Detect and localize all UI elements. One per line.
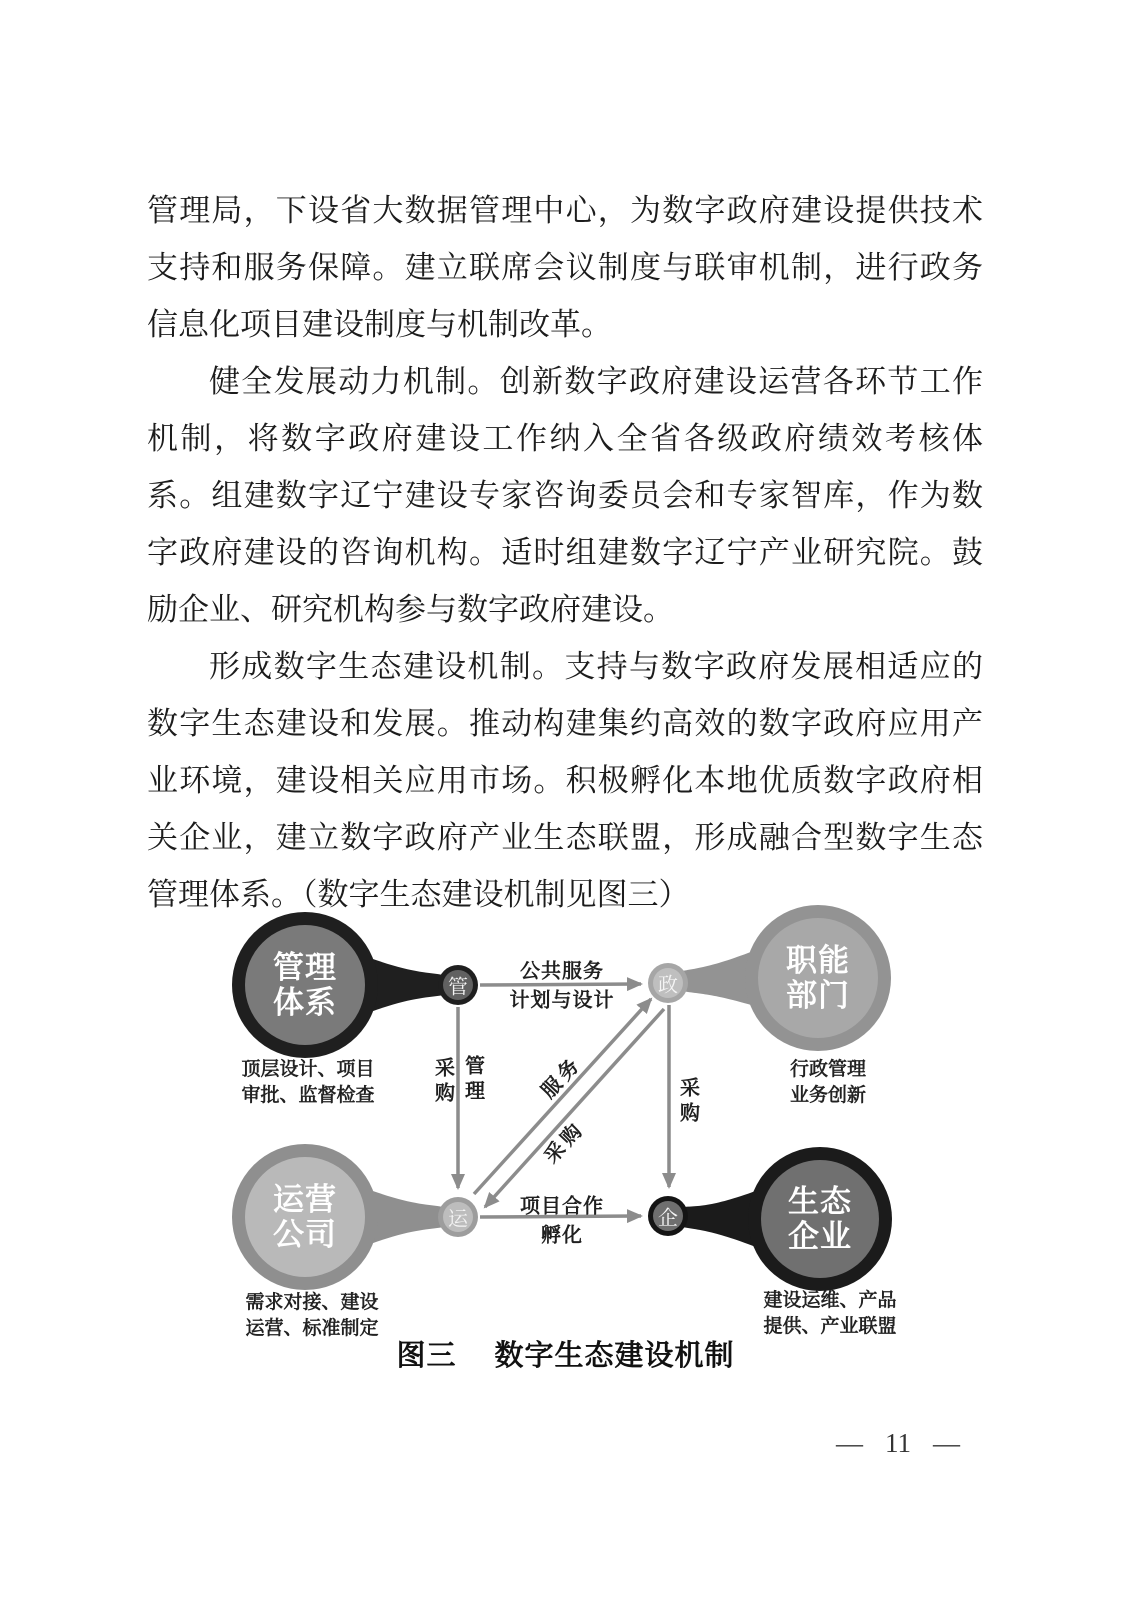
figure-caption-number: 图三	[396, 1340, 457, 1372]
edge-label-procure-diagonal: 采购	[540, 1117, 590, 1168]
edge-label-project-cooperation: 项目合作	[520, 1195, 604, 1218]
body-line: 形成数字生态建设机制。支持与数字政府发展相适应的	[209, 649, 983, 684]
arrow-gov-to-op	[485, 1009, 664, 1207]
edge-label-service-diagonal: 服务	[537, 1052, 587, 1103]
ecosystem-sublabel-line1: 建设运维、产品	[763, 1290, 897, 1311]
ecosystem-sublabel-line2: 提供、产业联盟	[763, 1316, 897, 1337]
body-line: 系。组建数字辽宁建设专家咨询委员会和专家智库，作为数	[147, 478, 983, 513]
figure-caption	[0, 1333, 1131, 1374]
edge-label-public-service: 公共服务	[520, 960, 604, 983]
body-line: 支持和服务保障。建立联席会议制度与联审机制，进行政务	[147, 250, 983, 285]
edge-label-manage: 管理	[461, 1055, 484, 1105]
management-title-line1: 管理	[273, 950, 337, 985]
functional-sublabel	[790, 1057, 866, 1109]
body-line: 数字生态建设和发展。推动构建集约高效的数字政府应用产	[147, 706, 983, 741]
ecosystem-title-line1: 生态	[788, 1184, 852, 1219]
management-node-label: 管	[448, 976, 468, 999]
functional-title-line1: 职能	[786, 943, 850, 978]
figure-caption-title: 数字生态建设机制	[494, 1340, 735, 1372]
arrow-op-to-gov	[474, 999, 651, 1194]
ecosystem-diagram	[210, 885, 955, 1340]
management-sublabel-line2: 审批、监督检查	[241, 1085, 375, 1106]
operator-sublabel-line2: 运营、标准制定	[245, 1318, 379, 1339]
body-line: 信息化项目建设制度与机制改革。	[147, 307, 612, 342]
body-line: 管理体系。（数字生态建设机制见图三）	[147, 877, 690, 912]
page-number-right-dash: —	[933, 1428, 960, 1458]
ecosystem-title	[788, 1184, 852, 1254]
page-number-left-dash: —	[836, 1428, 863, 1458]
management-title	[273, 950, 337, 1020]
body-line: 健全发展动力机制。创新数字政府建设运营各环节工作	[209, 364, 983, 399]
page-number	[836, 1428, 960, 1459]
ecosystem-title-line2: 企业	[788, 1219, 852, 1254]
body-line: 字政府建设的咨询机构。适时组建数字辽宁产业研究院。鼓	[147, 535, 983, 570]
functional-sublabel-line2: 业务创新	[789, 1085, 867, 1106]
body-line: 管理局，下设省大数据管理中心，为数字政府建设提供技术	[147, 193, 983, 228]
functional-title	[786, 943, 850, 1013]
functional-title-line2: 部门	[786, 978, 850, 1013]
body-text	[147, 182, 983, 923]
body-line: 关企业，建立数字政府产业生态联盟，形成融合型数字生态	[147, 820, 983, 855]
operator-title-line2: 公司	[273, 1217, 337, 1252]
body-line: 机制，将数字政府建设工作纳入全省各级政府绩效考核体	[147, 421, 983, 456]
edge-label-plan-design: 计划与设计	[509, 989, 615, 1012]
body-line: 励企业、研究机构参与数字政府建设。	[147, 592, 674, 627]
enterprise-node-label: 企	[658, 1207, 678, 1230]
management-sublabel	[241, 1057, 374, 1109]
operator-title	[273, 1182, 337, 1252]
management-sublabel-line1: 顶层设计、项目	[241, 1059, 375, 1080]
operator-node-label: 运	[448, 1208, 468, 1231]
operator-sublabel-line1: 需求对接、建设	[245, 1292, 379, 1313]
functional-sublabel-line1: 行政管理	[789, 1059, 867, 1080]
edge-label-incubate: 孵化	[541, 1224, 583, 1247]
page-number-value: 11	[885, 1428, 911, 1458]
body-line: 业环境，建设相关应用市场。积极孵化本地优质数字政府相	[147, 763, 983, 798]
government-node-label: 政	[658, 974, 678, 997]
operator-title-line1: 运营	[273, 1182, 337, 1217]
management-title-line2: 体系	[273, 985, 337, 1020]
edge-label-procure-left: 采购	[431, 1057, 454, 1107]
edge-label-procure-right: 采购	[676, 1077, 699, 1127]
